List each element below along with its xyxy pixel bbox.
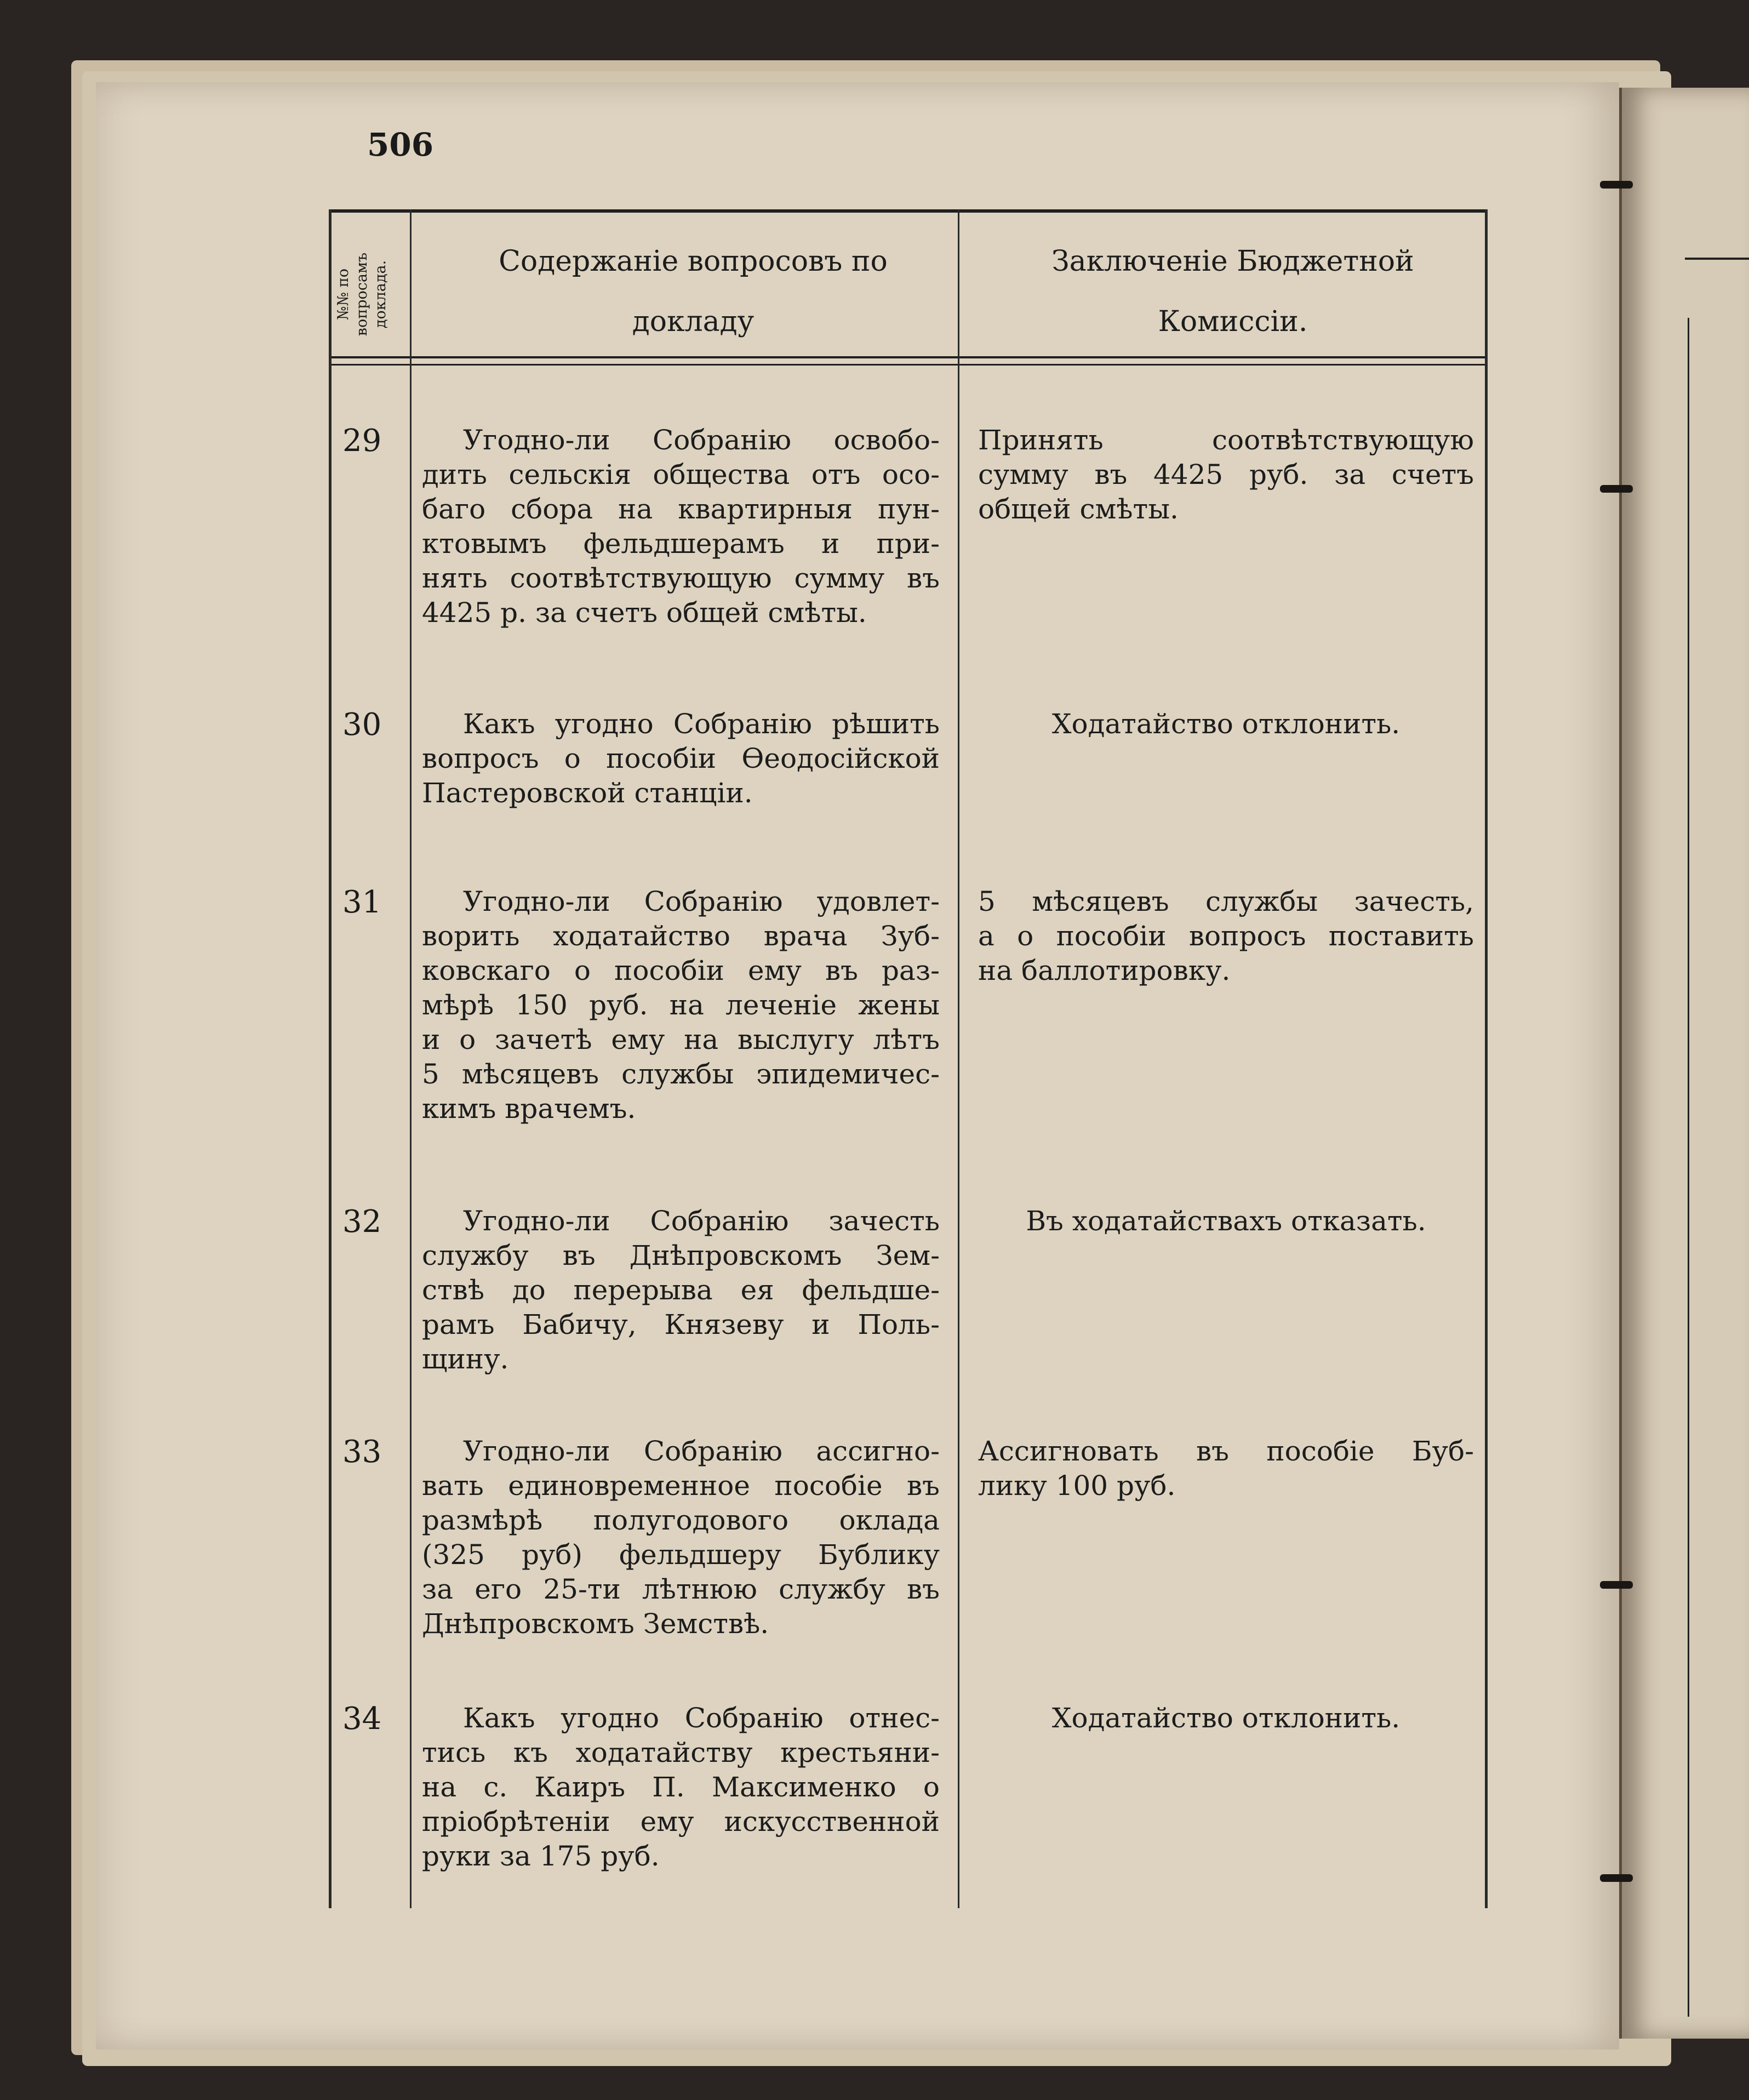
conclusion-text (978, 423, 1474, 527)
conclusion-line: лику 100 руб. (978, 1470, 1176, 1502)
question-text (422, 707, 940, 811)
question-line: 5 мѣсяцевъ службы эпидемичес- (422, 1058, 940, 1090)
page-number: 506 (367, 126, 434, 163)
question-line: Угодно-ли Собранію освобо- (463, 424, 940, 456)
binding-stitch (1600, 485, 1633, 493)
conclusion-text (978, 707, 1474, 741)
facing-page-rule (1685, 258, 1749, 260)
header-content-column (419, 231, 967, 352)
row-number: 30 (342, 707, 382, 743)
conclusion-line: сумму въ 4425 руб. за счетъ (978, 459, 1474, 490)
question-line: ковскаго о пособіи ему въ раз- (422, 955, 940, 986)
table-left-border (329, 209, 331, 1908)
conclusion-line: Ассигновать въ пособіе Буб- (978, 1435, 1474, 1467)
conclusion-line: а о пособіи вопросъ поставить (978, 920, 1474, 952)
question-line: дить сельскія общества отъ осо- (422, 459, 940, 490)
facing-page-column-line (1688, 318, 1689, 2017)
conclusion-text (978, 1434, 1474, 1503)
question-line: руки за 175 руб. (422, 1840, 660, 1872)
conclusion-line: Ходатайство отклонить. (1051, 708, 1401, 740)
question-line: 4425 р. за счетъ общей смѣты. (422, 597, 867, 629)
header-content-line: Содержаніе вопросовъ по (499, 245, 888, 278)
table-right-border (1485, 209, 1488, 1908)
question-line: за его 25-ти лѣтнюю службу въ (422, 1573, 940, 1605)
row-number: 31 (342, 884, 382, 920)
question-text (422, 1204, 940, 1377)
question-line: мѣрѣ 150 руб. на леченіе жены (422, 989, 940, 1021)
question-text (422, 423, 940, 630)
question-line: ворить ходатайство врача Зуб- (422, 920, 940, 952)
conclusion-line: Ходатайство отклонить. (1051, 1702, 1401, 1734)
header-num-label: №№ по вопросамъ доклада. (335, 252, 389, 336)
question-line: Пастеровской станціи. (422, 777, 753, 809)
row-number: 34 (342, 1701, 382, 1737)
conclusion-line: Въ ходатайствахъ отказать. (1026, 1205, 1426, 1237)
question-line: нять соотвѣтствующую сумму въ (422, 562, 940, 594)
question-line: вать единовременное пособіе въ (422, 1470, 940, 1502)
column-separator-content (958, 209, 959, 1908)
conclusion-text (978, 1204, 1474, 1239)
question-line: ствѣ до перерыва ея фельдше- (422, 1274, 940, 1306)
header-conclusion-column (981, 231, 1485, 352)
conclusion-line: на баллотировку. (978, 955, 1231, 986)
question-line: и о зачетѣ ему на выслугу лѣтъ (422, 1024, 940, 1055)
row-number: 29 (342, 423, 382, 459)
question-text (422, 1434, 940, 1641)
question-line: Днѣпровскомъ Земствѣ. (422, 1608, 769, 1640)
question-text (422, 1701, 940, 1874)
conclusion-text (978, 884, 1474, 988)
budget-table (329, 209, 1490, 1908)
question-line: вопросъ о пособіи Өеодосійской (422, 743, 940, 774)
binding-stitch (1600, 1581, 1633, 1589)
conclusion-text (978, 1701, 1474, 1736)
row-number: 32 (342, 1204, 382, 1240)
question-line: Угодно-ли Собранію ассигно- (463, 1435, 940, 1467)
question-line: рамъ Бабичу, Князеву и Поль- (422, 1309, 940, 1340)
conclusion-line: 5 мѣсяцевъ службы зачесть, (978, 886, 1474, 917)
column-separator-num (410, 209, 411, 1908)
binding-stitch (1600, 1874, 1633, 1882)
question-line: тись къ ходатайству крестьяни- (422, 1737, 940, 1768)
question-line: Какъ угодно Собранію отнес- (463, 1702, 940, 1734)
question-line: щину. (422, 1343, 509, 1375)
header-conclusion-line: Комиссіи. (1158, 305, 1308, 338)
table-top-rule (329, 209, 1488, 213)
question-line: пріобрѣтеніи ему искусственной (422, 1806, 940, 1837)
question-line: ктовымъ фельдшерамъ и при- (422, 528, 940, 560)
question-line: кимъ врачемъ. (422, 1093, 636, 1125)
conclusion-line: общей смѣты. (978, 493, 1179, 525)
header-content-line: докладу (632, 305, 755, 338)
question-line: на с. Каиръ П. Максименко о (422, 1771, 940, 1803)
header-conclusion-line: Заключеніе Бюджетной (1051, 245, 1414, 278)
header-rule (329, 356, 1488, 358)
conclusion-line: Принять соотвѣтствующую (978, 424, 1474, 456)
question-text (422, 884, 940, 1126)
row-number: 33 (342, 1434, 382, 1470)
question-line: баго сбора на квартирныя пун- (422, 493, 940, 525)
header-num-column (334, 231, 411, 357)
question-line: службу въ Днѣпровскомъ Зем- (422, 1240, 940, 1271)
question-line: Угодно-ли Собранію зачесть (463, 1205, 940, 1237)
question-line: Какъ угодно Собранію рѣшить (463, 708, 940, 740)
question-line: Угодно-ли Собранію удовлет- (463, 886, 940, 917)
question-line: размѣрѣ полугодового оклада (422, 1504, 940, 1536)
question-line: (325 руб) фельдшеру Бублику (422, 1539, 940, 1571)
facing-page-edge (1622, 88, 1749, 2039)
binding-stitch (1600, 181, 1633, 189)
header-rule-second (329, 364, 1488, 366)
